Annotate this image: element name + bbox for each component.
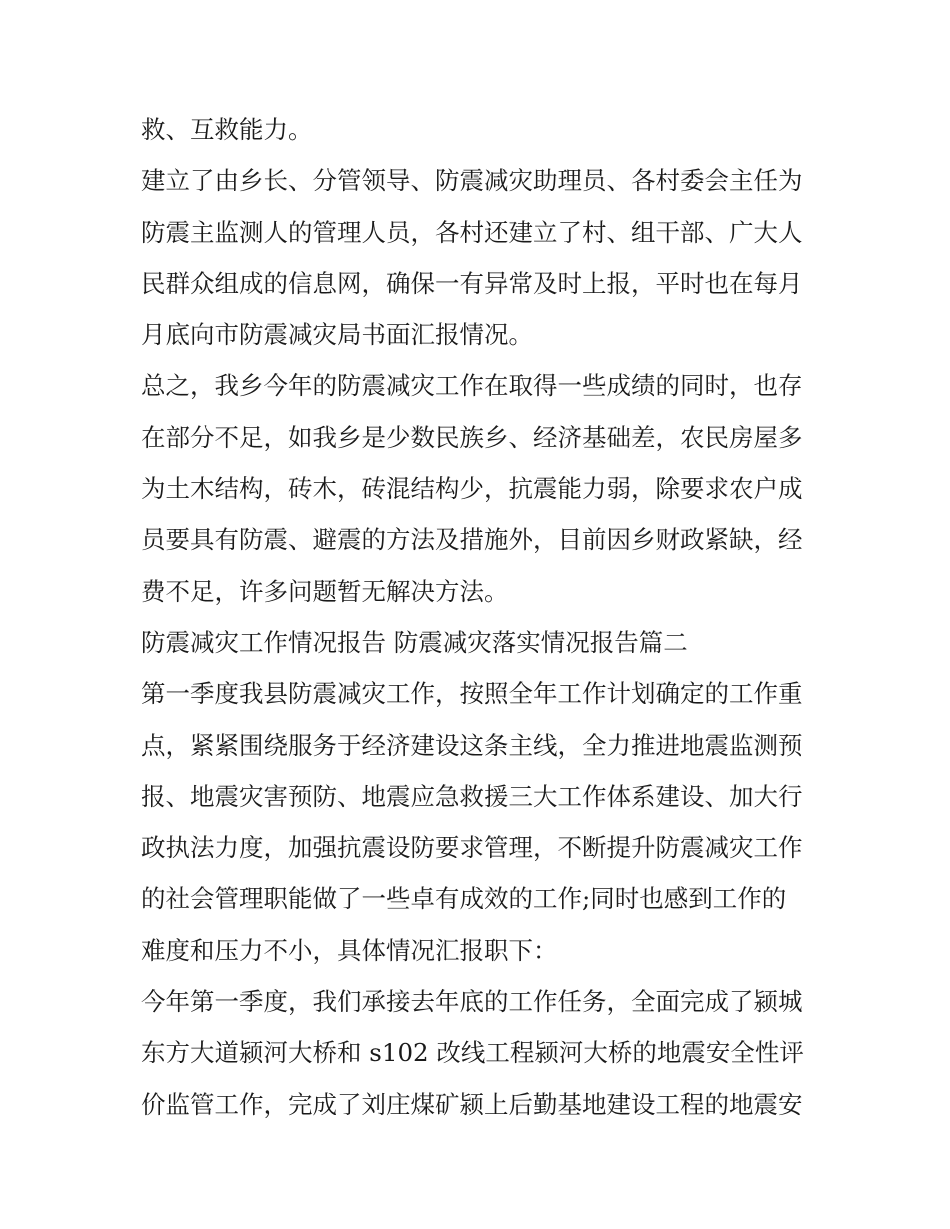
text-line: 救、互救能力。 xyxy=(141,115,313,144)
text-line: 东方大道颍河大桥和 s102 改线工程颍河大桥的地震安全性评 xyxy=(141,1038,804,1068)
text-line: 建立了由乡长、分管领导、防震减灾助理员、各村委会主任为 xyxy=(141,166,803,196)
text-line: 价监管工作，完成了刘庄煤矿颍上后勤基地建设工程的地震安 xyxy=(141,1089,803,1119)
text-line: 月底向市防震减灾局书面汇报情况。 xyxy=(141,320,533,350)
text-line: 第一季度我县防震减灾工作，按照全年工作计划确定的工作重 xyxy=(141,679,803,709)
text-line: 点，紧紧围绕服务于经济建设这条主线，全力推进地震监测预 xyxy=(141,730,803,760)
text-line: 在部分不足，如我乡是少数民族乡、经济基础差，农民房屋多 xyxy=(141,422,803,452)
document-body xyxy=(141,104,821,1130)
text-line: 为土木结构，砖木，砖混结构少，抗震能力弱，除要求农户成 xyxy=(141,474,803,504)
text-line: 总之，我乡今年的防震减灾工作在取得一些成绩的同时，也存 xyxy=(141,371,803,401)
section-heading: 防震减灾工作情况报告 防震减灾落实情况报告篇二 xyxy=(141,627,688,657)
text-line: 防震主监测人的管理人员，各村还建立了村、组干部、广大人 xyxy=(141,217,803,247)
text-line: 难度和压力不小，具体情况汇报职下： xyxy=(141,935,558,965)
text-line: 员要具有防震、避震的方法及措施外，目前因乡财政紧缺，经 xyxy=(141,525,803,555)
text-line: 的社会管理职能做了一些卓有成效的工作;同时也感到工作的 xyxy=(141,884,787,914)
text-line: 费不足，许多问题暂无解决方法。 xyxy=(141,576,509,606)
text-line: 报、地震灾害预防、地震应急救援三大工作体系建设、加大行 xyxy=(141,781,803,811)
text-line: 民群众组成的信息网，确保一有异常及时上报，平时也在每月 xyxy=(141,268,803,298)
text-line: 政执法力度，加强抗震设防要求管理，不断提升防震减灾工作 xyxy=(141,833,803,863)
text-line: 今年第一季度，我们承接去年底的工作任务，全面完成了颍城 xyxy=(141,987,803,1017)
